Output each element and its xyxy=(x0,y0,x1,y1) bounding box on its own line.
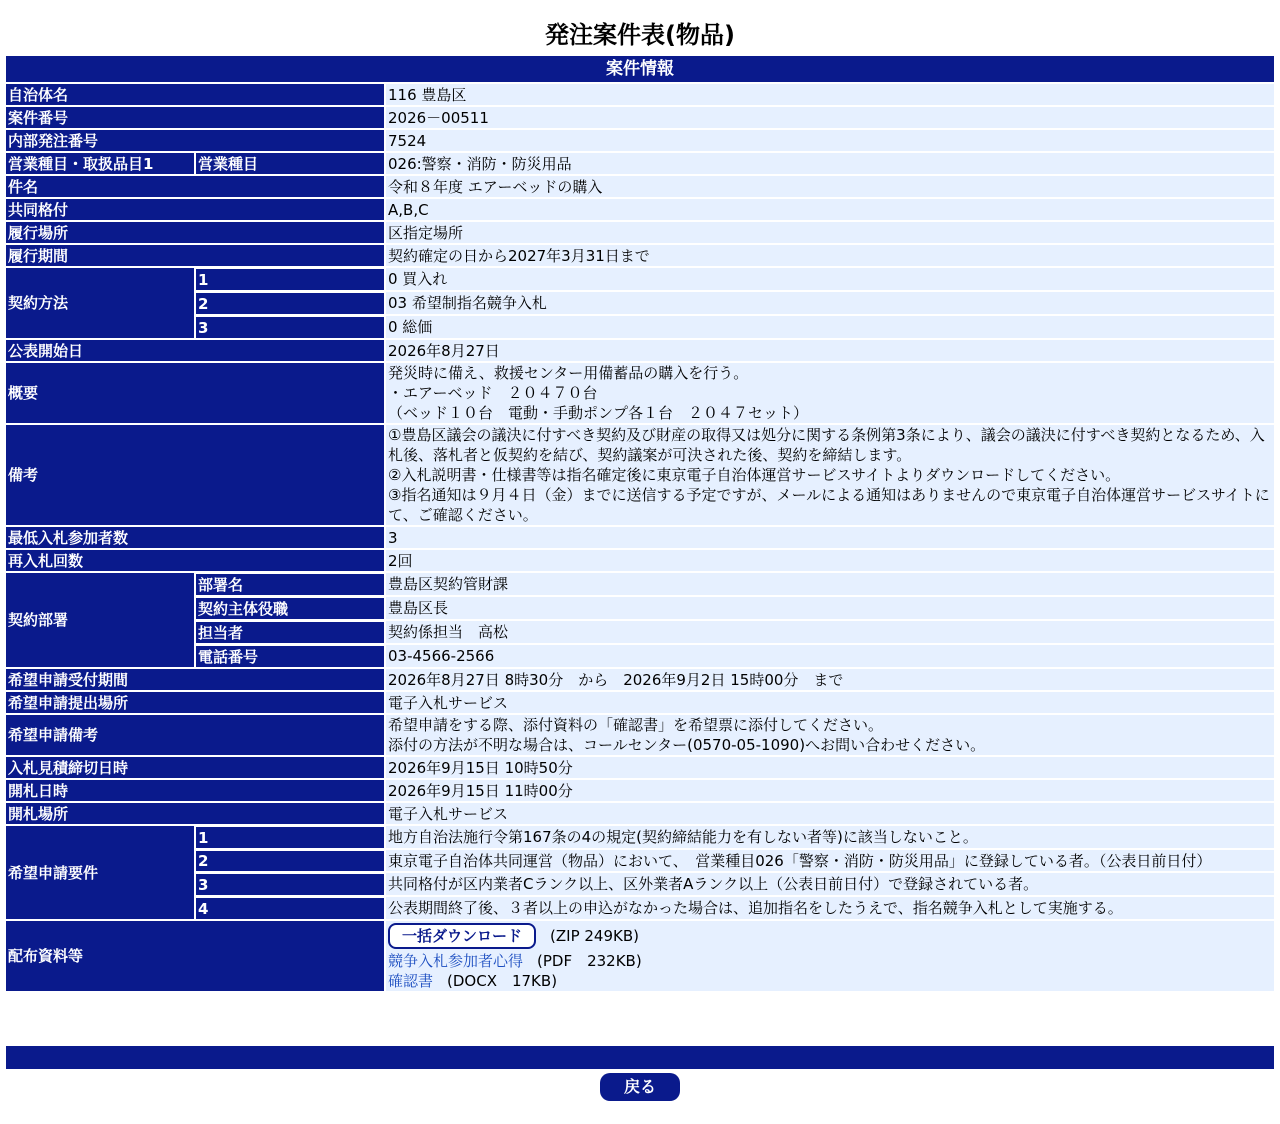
apply-remarks-line: 希望申請をする際、添付資料の「確認書」を希望票に添付してください。 xyxy=(388,716,884,734)
opening-place-value: 電子入札サービス xyxy=(386,803,1274,824)
place-label: 履行場所 xyxy=(6,222,386,243)
min-bidders-label: 最低入札参加者数 xyxy=(6,527,386,548)
dept-value: 豊島区契約管財課 xyxy=(386,573,1274,595)
publish-date-label: 公表開始日 xyxy=(6,340,386,361)
summary-line: ・エアーベッド ２０４７０台 xyxy=(388,384,598,402)
period-value: 契約確定の日から2027年3月31日まで xyxy=(386,245,1274,266)
apply-remarks-line: 添付の方法が不明な場合は、コールセンター(0570-05-1090)へお問い合わせください。 xyxy=(388,736,986,754)
documents-value xyxy=(386,921,1274,991)
dept-sublabel: 担当者 xyxy=(196,621,386,643)
period-label: 履行期間 xyxy=(6,245,386,266)
dept-value: 豊島区長 xyxy=(386,597,1274,619)
subject-label: 件名 xyxy=(6,176,386,197)
place-value: 区指定場所 xyxy=(386,222,1274,243)
internal-no-value: 7524 xyxy=(386,130,1274,151)
subject-value: 令和８年度 エアーベッドの購入 xyxy=(386,176,1274,197)
rebid-count-label: 再入札回数 xyxy=(6,550,386,571)
remarks-label: 備考 xyxy=(6,425,386,525)
remarks-line: ②入札説明書・仕様書等は指名確定後に東京電子自治体運営サービスサイトよりダウンロードしてください。 xyxy=(388,466,1121,484)
document-link[interactable]: 競争入札参加者心得 xyxy=(388,952,524,970)
back-button[interactable]: 戻る xyxy=(600,1073,680,1101)
apply-remarks-value xyxy=(386,715,1274,755)
requirement-value: 東京電子自治体共同運営（物品）において、 営業種目026「警察・消防・防災用品」に登録している者。（公表日前日付） xyxy=(386,850,1274,871)
joint-rating-value: A,B,C xyxy=(386,199,1274,220)
bid-deadline-value: 2026年9月15日 10時50分 xyxy=(386,757,1274,778)
summary-line: （ベッド１０台 電動・手動ポンプ各１台 ２０４７セット） xyxy=(388,404,809,422)
case-no-value: 2026－00511 xyxy=(386,107,1274,128)
business-type-label: 営業種目・取扱品目1 xyxy=(6,153,196,174)
dept-label: 契約部署 xyxy=(6,573,196,667)
contract-method-value: 0 総価 xyxy=(386,316,1274,338)
summary-line: 発災時に備え、救援センター用備蓄品の購入を行う。 xyxy=(388,364,749,382)
page-title: 発注案件表(物品) xyxy=(545,21,735,49)
document-link[interactable]: 確認書 xyxy=(388,972,434,990)
requirement-no: 2 xyxy=(196,850,386,871)
apply-place-label: 希望申請提出場所 xyxy=(6,692,386,713)
remarks-line: ①豊島区議会の議決に付すべき契約及び財産の取得又は処分に関する条例第3条により、議会の議決に付すべき契約となるため、入札後、落札者と仮契約を結び、契約議案が可決された後、契約を締結します。 xyxy=(388,426,1265,464)
dept-sublabel: 電話番号 xyxy=(196,645,386,667)
documents-label: 配布資料等 xyxy=(6,921,386,991)
requirements-label: 希望申請要件 xyxy=(6,826,196,919)
requirement-no: 4 xyxy=(196,897,386,919)
section-header: 案件情報 xyxy=(6,56,1274,82)
internal-no-label: 内部発注番号 xyxy=(6,130,386,151)
summary-value xyxy=(386,363,1274,423)
bid-deadline-label: 入札見積締切日時 xyxy=(6,757,386,778)
contract-method-label: 契約方法 xyxy=(6,268,196,338)
apply-remarks-label: 希望申請備考 xyxy=(6,715,386,755)
dept-sublabel: 部署名 xyxy=(196,573,386,595)
contract-method-value: 03 希望制指名競争入札 xyxy=(386,292,1274,314)
apply-period-value: 2026年8月27日 8時30分 から 2026年9月2日 15時00分 まで xyxy=(386,669,1274,690)
opening-place-label: 開札場所 xyxy=(6,803,386,824)
apply-place-value: 電子入札サービス xyxy=(386,692,1274,713)
contract-method-no: 2 xyxy=(196,292,386,314)
bulk-download-size: (ZIP 249KB) xyxy=(550,927,639,945)
dept-value: 契約係担当 高松 xyxy=(386,621,1274,643)
dept-value: 03-4566-2566 xyxy=(386,645,1274,667)
municipality-label: 自治体名 xyxy=(6,84,386,105)
requirement-value: 共同格付が区内業者Cランク以上、区外業者Aランク以上（公表日前日付）で登録されている者。 xyxy=(386,873,1274,895)
joint-rating-label: 共同格付 xyxy=(6,199,386,220)
case-info-table xyxy=(6,54,1274,993)
bulk-download-button[interactable]: 一括ダウンロード xyxy=(388,923,536,949)
document-size: (DOCX 17KB) xyxy=(447,972,558,990)
footer-bar xyxy=(6,1046,1274,1069)
publish-date-value: 2026年8月27日 xyxy=(386,340,1274,361)
dept-sublabel: 契約主体役職 xyxy=(196,597,386,619)
requirement-value: 公表期間終了後、３者以上の申込がなかった場合は、追加指名をしたうえで、指名競争入札として実施する。 xyxy=(386,897,1274,919)
business-type-sublabel: 営業種目 xyxy=(196,153,386,174)
municipality-value: 116 豊島区 xyxy=(386,84,1274,105)
requirement-no: 3 xyxy=(196,873,386,895)
document-size: (PDF 232KB) xyxy=(537,952,642,970)
min-bidders-value: 3 xyxy=(386,527,1274,548)
contract-method-no: 1 xyxy=(196,268,386,290)
summary-label: 概要 xyxy=(6,363,386,423)
remarks-value xyxy=(386,425,1274,525)
contract-method-no: 3 xyxy=(196,316,386,338)
requirement-value: 地方自治法施行令第167条の4の規定(契約締結能力を有しない者等)に該当しないこと。 xyxy=(386,826,1274,848)
contract-method-value: 0 買入れ xyxy=(386,268,1274,290)
requirement-no: 1 xyxy=(196,826,386,848)
opening-date-label: 開札日時 xyxy=(6,780,386,801)
remarks-line: ③指名通知は９月４日（金）までに送信する予定ですが、メールによる通知はありませんので東京電子自治体運営サービスサイトにて、ご確認ください。 xyxy=(388,486,1270,524)
rebid-count-value: 2回 xyxy=(386,550,1274,571)
case-no-label: 案件番号 xyxy=(6,107,386,128)
business-type-value: 026:警察・消防・防災用品 xyxy=(386,153,1274,174)
apply-period-label: 希望申請受付期間 xyxy=(6,669,386,690)
opening-date-value: 2026年9月15日 11時00分 xyxy=(386,780,1274,801)
